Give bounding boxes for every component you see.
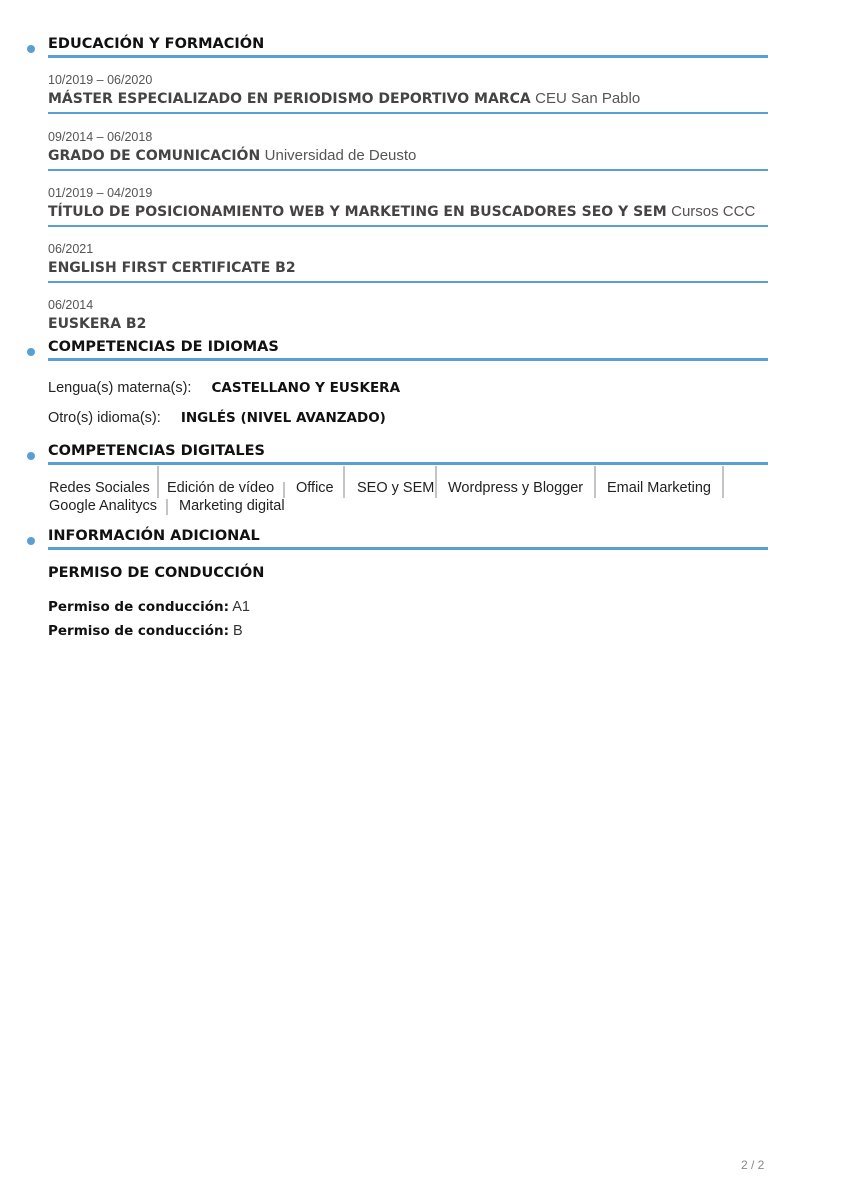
section-divider [48, 462, 768, 465]
entry-date: 09/2014 – 06/2018 [48, 130, 153, 144]
section-digital-header [48, 443, 768, 463]
skill-separator [435, 466, 437, 498]
entry-date: 01/2019 – 04/2019 [48, 186, 153, 200]
page-number: 2 / 2 [741, 1158, 765, 1172]
section-additional-header [48, 528, 768, 548]
education-entry [48, 242, 768, 283]
section-divider [48, 55, 768, 58]
section-education-header [48, 36, 768, 56]
skill-item: Marketing digital [179, 498, 285, 514]
entry-date: 10/2019 – 06/2020 [48, 73, 153, 87]
mother-tongue-value: CASTELLANO Y EUSKERA [211, 380, 401, 396]
entry-divider [48, 281, 768, 283]
section-title: INFORMACIÓN ADICIONAL [48, 528, 260, 544]
skill-separator [157, 466, 159, 498]
section-languages-header [48, 339, 768, 359]
permit-row [48, 599, 250, 615]
skill-separator [166, 499, 168, 515]
entry-institution: Cursos CCC [671, 203, 756, 220]
other-languages-row [48, 410, 386, 426]
skill-item: SEO y SEM [357, 480, 435, 496]
education-entry [48, 186, 768, 227]
permit-row [48, 623, 243, 639]
bullet-dot-icon [27, 537, 35, 545]
other-languages-label: Otro(s) idioma(s): [48, 410, 161, 426]
education-entry [48, 130, 768, 171]
bullet-dot-icon [27, 348, 35, 356]
other-languages-value: INGLÉS (NIVEL AVANZADO) [180, 410, 386, 426]
section-title: COMPETENCIAS DIGITALES [48, 443, 265, 459]
skill-separator [594, 466, 596, 498]
entry-degree: GRADO DE COMUNICACIÓN [48, 148, 261, 164]
entry-date: 06/2014 [48, 298, 94, 312]
education-entry [48, 298, 768, 333]
skill-item: Office [296, 480, 334, 496]
bullet-dot-icon [27, 45, 35, 53]
entry-date: 06/2021 [48, 242, 94, 256]
mother-tongue-row [48, 380, 400, 396]
entry-degree: EUSKERA B2 [48, 316, 147, 332]
entry-degree: MÁSTER ESPECIALIZADO EN PERIODISMO DEPORTIVO MARCA [48, 91, 531, 107]
section-divider [48, 547, 768, 550]
bullet-dot-icon [27, 452, 35, 460]
section-divider [48, 358, 768, 361]
permit-value: B [233, 623, 243, 639]
entry-institution: CEU San Pablo [535, 90, 641, 107]
skill-separator [283, 482, 285, 498]
education-entry [48, 73, 768, 114]
skill-separator [343, 466, 345, 498]
entry-divider [48, 225, 768, 227]
permit-label: Permiso de conducción: [48, 599, 230, 615]
entry-divider [48, 169, 768, 171]
entry-divider [48, 112, 768, 114]
skill-item: Wordpress y Blogger [448, 480, 584, 496]
permit-label: Permiso de conducción: [48, 623, 230, 639]
skill-item: Google Analitycs [49, 498, 158, 514]
skill-item: Email Marketing [607, 480, 711, 496]
entry-degree: ENGLISH FIRST CERTIFICATE B2 [48, 260, 296, 276]
mother-tongue-label: Lengua(s) materna(s): [48, 380, 192, 396]
permit-value: A1 [232, 599, 250, 615]
driving-license-subtitle: PERMISO DE CONDUCCIÓN [48, 565, 265, 581]
skill-item: Redes Sociales [49, 480, 150, 496]
entry-degree: TÍTULO DE POSICIONAMIENTO WEB Y MARKETING EN BUSCADORES SEO Y SEM [48, 204, 667, 220]
entry-institution: Universidad de Deusto [264, 147, 417, 164]
section-title: COMPETENCIAS DE IDIOMAS [48, 339, 279, 355]
skill-separator [722, 466, 724, 498]
skill-item: Edición de vídeo [167, 480, 275, 496]
section-title: EDUCACIÓN Y FORMACIÓN [48, 36, 265, 52]
